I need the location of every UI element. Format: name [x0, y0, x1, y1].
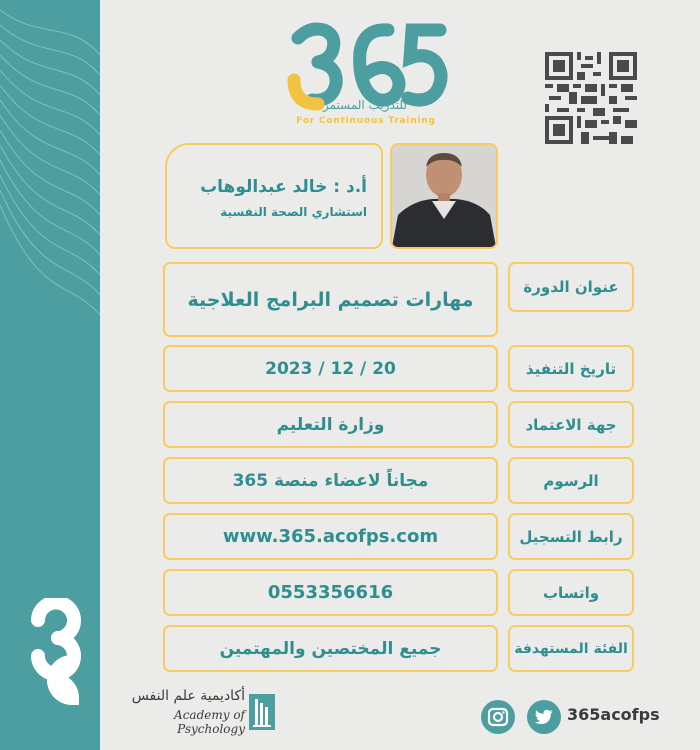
whatsapp-value[interactable]: 0553356616	[163, 569, 498, 616]
instagram-icon[interactable]	[481, 700, 515, 734]
speaker-photo	[390, 143, 498, 249]
accreditation-label: جهة الاعتماد	[508, 401, 634, 448]
social-handle[interactable]: 365acofps	[567, 705, 660, 724]
fees-label: الرسوم	[508, 457, 634, 504]
speaker-card	[165, 143, 383, 249]
course-date-label: تاريخ التنفيذ	[508, 345, 634, 392]
wave-pattern	[0, 0, 100, 360]
course-title-value: مهارات تصميم البرامج العلاجية	[163, 262, 498, 337]
qr-code-icon[interactable]	[545, 52, 637, 144]
registration-link[interactable]: www.365.acofps.com	[163, 513, 498, 560]
brand-tagline-ar: للتدريب المستمر	[322, 98, 408, 112]
side-365-logo	[8, 598, 94, 728]
twitter-icon[interactable]	[527, 700, 561, 734]
brand-365-logo	[280, 18, 450, 130]
side-strip	[0, 0, 100, 750]
academy-name-ar: أكاديمية علم النفس	[131, 688, 245, 704]
course-date-value: 2023 / 12 / 20	[163, 345, 498, 392]
academy-name-en: Academy of Psychology	[174, 708, 245, 736]
speaker-name: أ.د : خالد عبدالوهاب	[200, 177, 367, 197]
audience-label: الفئة المستهدفة	[508, 625, 634, 672]
speaker-portrait	[392, 145, 496, 247]
whatsapp-label: واتساب	[508, 569, 634, 616]
registration-label: رابط التسجيل	[508, 513, 634, 560]
course-title-label: عنوان الدورة	[508, 262, 634, 312]
audience-value: جميع المختصين والمهتمين	[163, 625, 498, 672]
speaker-title: استشاري الصحة النفسية	[220, 205, 367, 219]
fees-value: مجاناً لاعضاء منصة 365	[163, 457, 498, 504]
academy-logo-icon	[249, 694, 275, 730]
brand-tagline-en: For Continuous Training	[296, 116, 436, 126]
accreditation-value: وزارة التعليم	[163, 401, 498, 448]
